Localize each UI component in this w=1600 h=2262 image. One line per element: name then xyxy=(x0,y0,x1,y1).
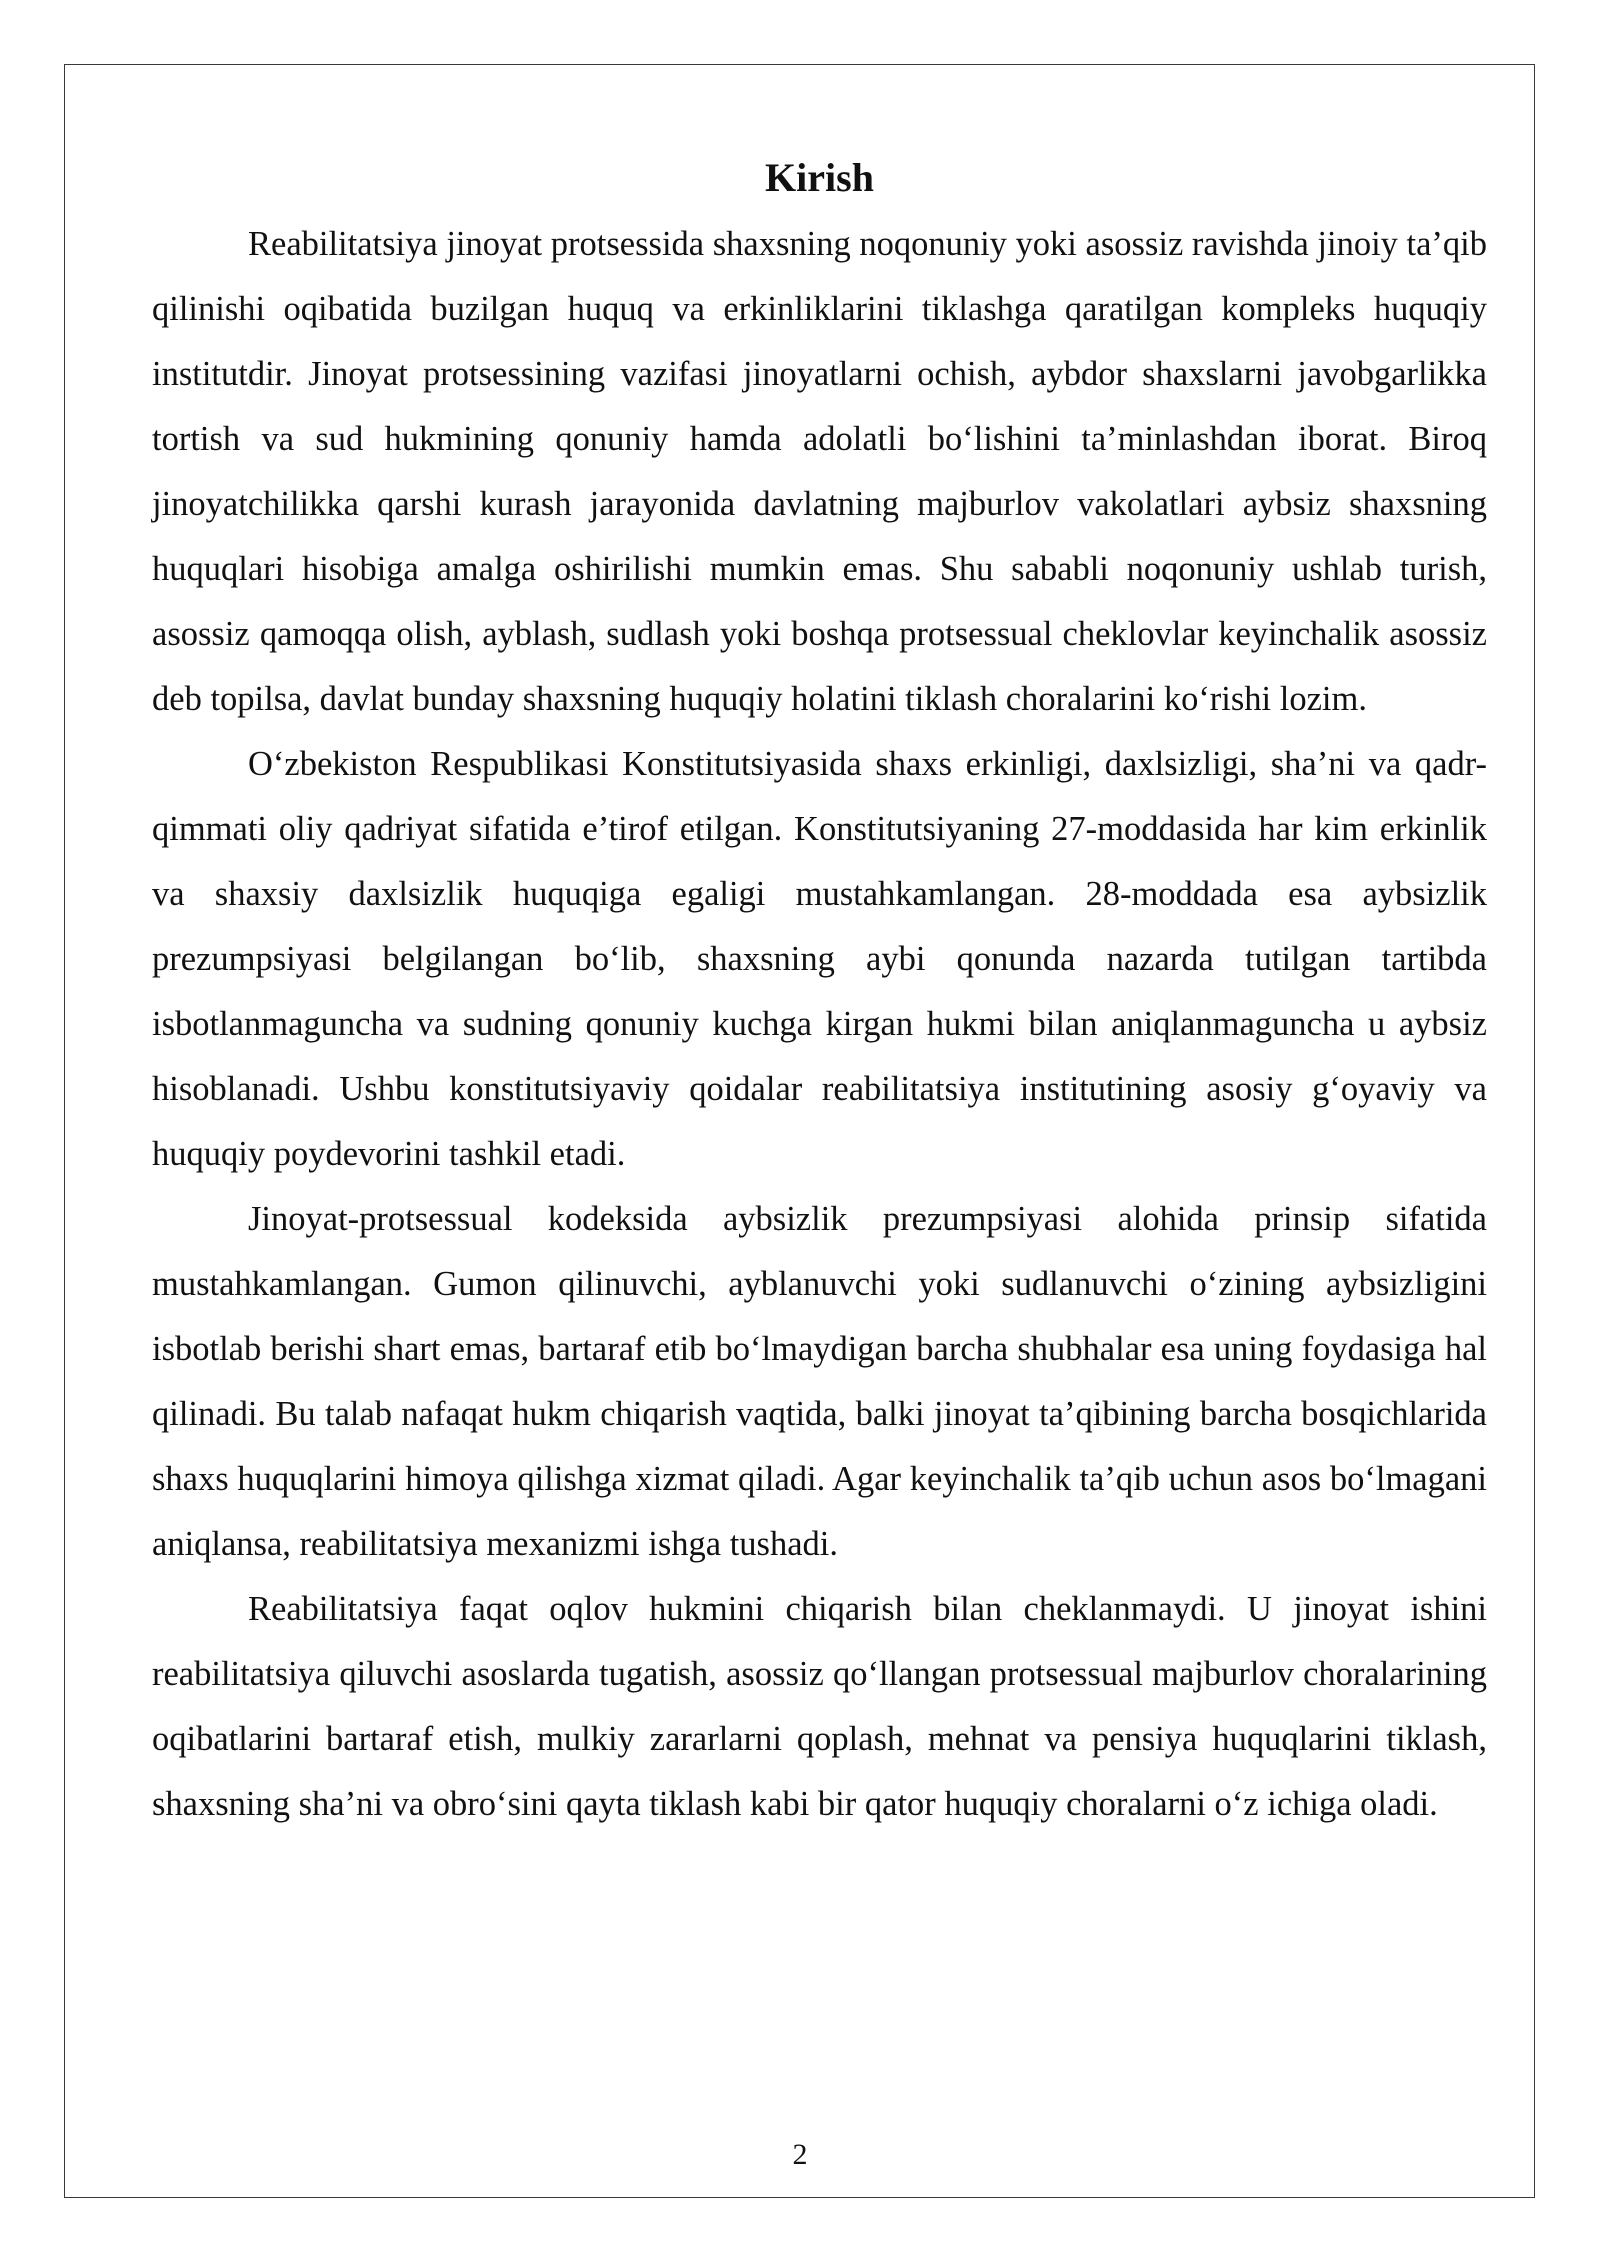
paragraph-3: Jinoyat-protsessual kodeksida aybsizlik prezumpsiyasi alohida prinsip sifatida mustahkamlangan. Gumon qilinuvchi, ayblanuvchi yoki sudlanuvchi o‘zining aybsizligini isbotlab berishi shart emas, bartaraf etib bo‘lmaydigan barcha shubhalar esa uning foydasiga hal qilinadi. Bu talab nafaqat hukm chiqarish vaqtida, balki jinoyat ta’qibining barcha bosqichlarida shaxs huquqlarini himoya qilishga xizmat qiladi. Agar keyinchalik ta’qib uchun asos bo‘lmagani aniqlansa, reabilitatsiya mexanizmi ishga tushadi. xyxy=(152,1200,1487,1563)
document-body xyxy=(152,148,1487,1837)
paragraph-1: Reabilitatsiya jinoyat protsessida shaxsning noqonuniy yoki asossiz ravishda jinoiy ta’qib qilinishi oqibatida buzilgan huquq va erkinliklarini tiklashga qaratilgan kompleks huquqiy institutdir. Jinoyat protsessining vazifasi jinoyatlarni ochish, aybdor shaxslarni javobgarlikka tortish va sud hukmining qonuniy hamda adolatli bo‘lishini ta’minlashdan iborat. Biroq jinoyatchilikka qarshi kurash jarayonida davlatning majburlov vakolatlari aybsiz shaxsning huquqlari hisobiga amalga oshirilishi mumkin emas. Shu sababli noqonuniy ushlab turish, asossiz qamoqqa olish, ayblash, sudlash yoki boshqa protsessual cheklovlar keyinchalik asossiz deb topilsa, davlat bunday shaxsning huquqiy holatini tiklash choralarini ko‘rishi lozim. xyxy=(152,225,1487,718)
page-number: 2 xyxy=(792,2138,808,2171)
page-title: Kirish xyxy=(765,155,874,200)
paragraph-2: O‘zbekiston Respublikasi Konstitutsiyasida shaxs erkinligi, daxlsizligi, sha’ni va qadr-qimmati oliy qadriyat sifatida e’tirof etilgan. Konstitutsiyaning 27-moddasida har kim erkinlik va shaxsiy daxlsizlik huquqiga egaligi mustahkamlangan. 28-moddada esa aybsizlik prezumpsiyasi belgilangan bo‘lib, shaxsning aybi qonunda nazarda tutilgan tartibda isbotlanmaguncha va sudning qonuniy kuchga kirgan hukmi bilan aniqlanmaguncha u aybsiz hisoblanadi. Ushbu konstitutsiyaviy qoidalar reabilitatsiya institutining asosiy g‘oyaviy va huquqiy poydevorini tashkil etadi. xyxy=(152,745,1487,1173)
paragraph-4: Reabilitatsiya faqat oqlov hukmini chiqarish bilan cheklanmaydi. U jinoyat ishini reabilitatsiya qiluvchi asoslarda tugatish, asossiz qo‘llangan protsessual majburlov choralarining oqibatlarini bartaraf etish, mulkiy zararlarni qoplash, mehnat va pensiya huquqlarini tiklash, shaxsning sha’ni va obro‘sini qayta tiklash kabi bir qator huquqiy choralarni o‘z ichiga oladi. xyxy=(152,1590,1487,1823)
